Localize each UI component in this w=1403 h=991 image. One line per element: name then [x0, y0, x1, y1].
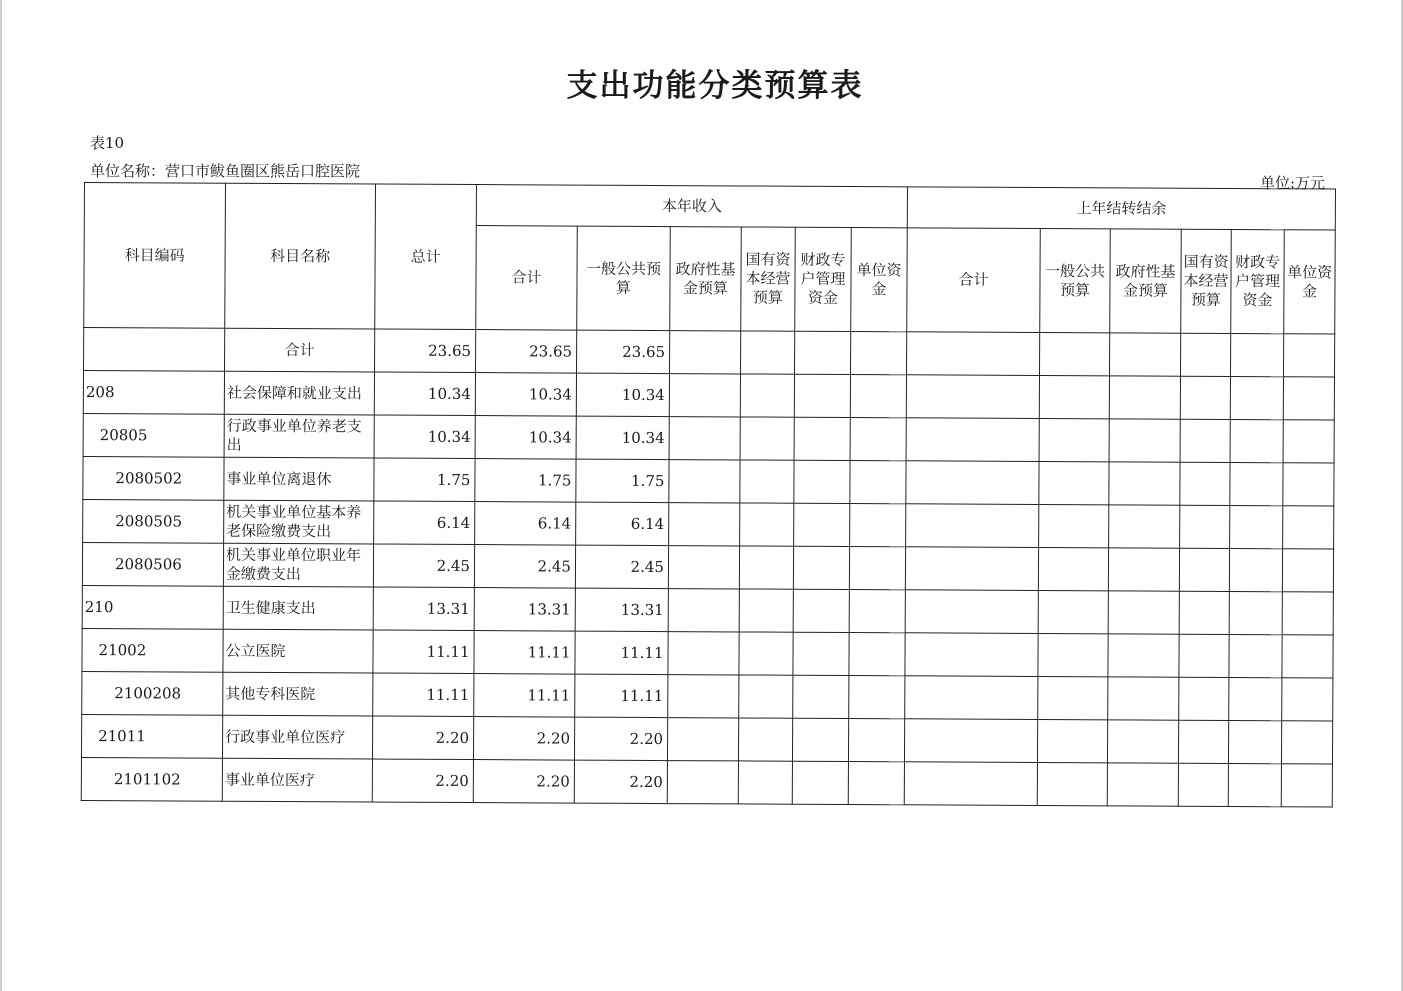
header-cur-special-account: 财政专户管理资金	[795, 227, 852, 331]
unit-name: 单位名称：营口市鲅鱼圈区熊岳口腔医院	[90, 162, 361, 180]
row-code: 2080502	[83, 456, 224, 500]
row-name: 社会保障和就业支出	[224, 371, 374, 415]
row-name: 公立医院	[223, 629, 373, 673]
header-name: 科目名称	[225, 183, 376, 329]
table-row	[83, 456, 1334, 506]
row-name: 事业单位医疗	[222, 758, 372, 802]
header-prior-unit-funds: 单位资金	[1284, 230, 1336, 334]
row-cur-total: 1.75	[475, 459, 576, 503]
row-cur-total: 11.11	[474, 631, 575, 675]
header-prior-state-capital: 国有资本经营预算	[1181, 229, 1232, 333]
table-row	[81, 757, 1332, 807]
row-total: 13.31	[373, 587, 474, 631]
header-prior-special-account: 财政专户管理资金	[1231, 230, 1285, 334]
row-total: 6.14	[374, 501, 475, 545]
row-name: 机关事业单位职业年金缴费支出	[223, 543, 373, 587]
header-prior-total: 合计	[907, 228, 1041, 333]
row-code: 208	[83, 371, 224, 415]
row-cur-total: 10.34	[475, 373, 576, 417]
header-prior-general: 一般公共预算	[1040, 229, 1111, 333]
row-code: 2101102	[81, 757, 222, 801]
row-name: 行政事业单位医疗	[222, 715, 372, 759]
row-total: 2.20	[372, 759, 473, 803]
row-cur-general: 2.20	[574, 717, 667, 760]
row-total: 11.11	[373, 630, 474, 674]
row-total: 1.75	[374, 458, 475, 502]
table-number: 表10	[90, 134, 125, 152]
row-total: 10.34	[374, 372, 475, 416]
row-cur-general: 11.11	[575, 674, 668, 717]
row-cur-general: 11.11	[575, 631, 668, 674]
scan-edge-left	[0, 0, 2, 991]
page-title: 支出功能分类预算表	[566, 68, 864, 104]
row-code: 2100208	[82, 671, 223, 715]
summary-cur-total: 23.65	[476, 330, 577, 374]
row-cur-general: 13.31	[575, 588, 668, 631]
row-cur-total: 2.20	[473, 760, 574, 804]
summary-label: 合计	[225, 328, 375, 372]
header-cur-general: 一般公共预算	[577, 226, 671, 330]
table-row	[83, 371, 1334, 421]
budget-table	[81, 182, 1336, 808]
header-cur-state-capital: 国有资本经营预算	[741, 227, 796, 331]
row-total: 2.45	[373, 544, 474, 588]
row-cur-total: 6.14	[475, 502, 576, 546]
header-prior-fund: 政府性基金预算	[1110, 229, 1182, 333]
row-name: 行政事业单位养老支出	[224, 414, 374, 458]
row-code: 2080506	[82, 542, 223, 586]
row-cur-general: 10.34	[576, 416, 669, 459]
row-name: 机关事业单位基本养老保险缴费支出	[224, 500, 374, 544]
row-cur-total: 11.11	[474, 674, 575, 718]
row-code: 210	[82, 585, 223, 629]
table-row	[82, 628, 1333, 678]
table-row	[83, 499, 1334, 549]
table-row	[82, 542, 1333, 592]
table-row	[81, 714, 1332, 764]
header-cur-unit-funds: 单位资金	[851, 228, 908, 332]
header-current-income: 本年收入	[476, 185, 907, 228]
header-cur-fund: 政府性基金预算	[670, 227, 742, 331]
header-total: 总计	[375, 184, 477, 330]
row-name: 卫生健康支出	[223, 586, 373, 630]
row-code: 2080505	[83, 499, 224, 543]
row-cur-general: 6.14	[576, 502, 669, 545]
header-cur-total: 合计	[476, 226, 578, 331]
unit-label: 单位:万元	[1260, 174, 1326, 192]
row-cur-general: 2.20	[574, 760, 667, 803]
header-code: 科目编码	[84, 183, 226, 329]
summary-row	[84, 328, 1335, 378]
summary-cur-general: 23.65	[577, 330, 670, 373]
row-cur-total: 2.45	[474, 545, 575, 589]
row-code: 21011	[81, 714, 222, 758]
table-row	[83, 413, 1334, 463]
row-cur-general: 10.34	[576, 373, 669, 416]
row-cur-total: 2.20	[473, 717, 574, 761]
row-cur-general: 1.75	[576, 459, 669, 502]
table-row	[82, 671, 1333, 721]
row-cur-general: 2.45	[575, 545, 668, 588]
row-total: 11.11	[373, 673, 474, 717]
table-row	[82, 585, 1333, 635]
row-name: 事业单位离退休	[224, 457, 374, 501]
row-code: 20805	[83, 413, 224, 457]
summary-total: 23.65	[375, 329, 476, 373]
header-prior-carryover: 上年结转结余	[907, 187, 1335, 230]
row-code: 21002	[82, 628, 223, 672]
row-name: 其他专科医院	[223, 672, 373, 716]
row-total: 10.34	[374, 415, 475, 459]
row-cur-total: 10.34	[475, 416, 576, 460]
row-cur-total: 13.31	[474, 588, 575, 632]
row-total: 2.20	[372, 716, 473, 760]
